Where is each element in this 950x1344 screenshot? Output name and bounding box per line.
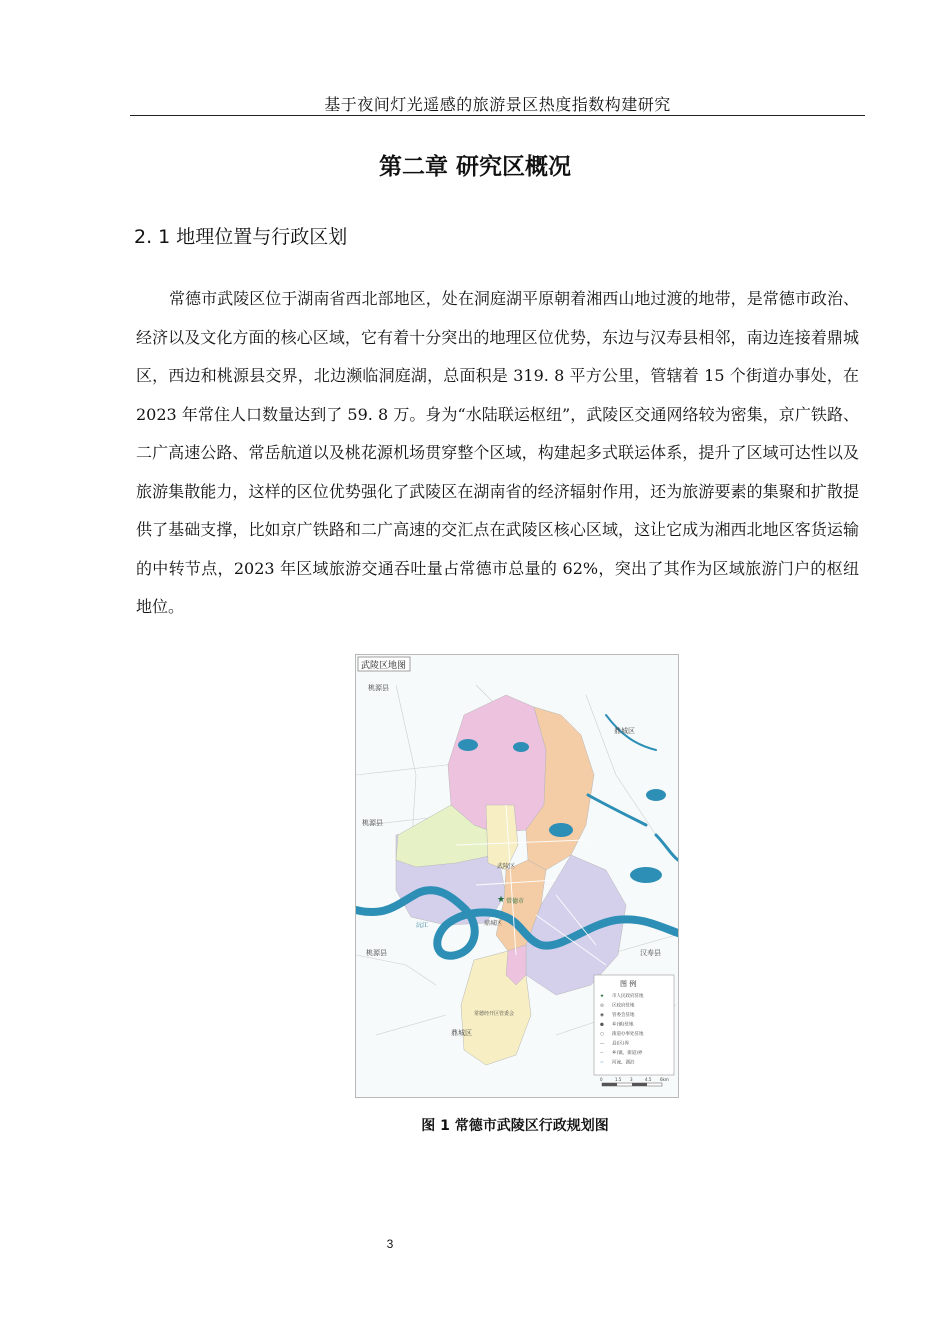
- label-taoyuan-top: 桃源县: [368, 684, 389, 692]
- district-map-figure: [355, 654, 679, 1098]
- legend-symbol-icon: ◉: [600, 1013, 604, 1018]
- legend-item-label: 市人民政府驻地: [612, 994, 644, 999]
- legend-symbol-icon: --: [600, 1051, 604, 1056]
- legend-symbol-icon: ◎: [600, 1003, 604, 1009]
- running-header: 基于夜间灯光遥感的旅游景区热度指数构建研究: [324, 95, 671, 114]
- legend-item-label: 县(区)界: [612, 1041, 630, 1047]
- map-title: 武陵区地图: [361, 661, 407, 671]
- scale-tick-label: 6km: [660, 1077, 669, 1082]
- body-paragraph: 常德市武陵区位于湖南省西北部地区，处在洞庭湖平原朝着湘西山地过渡的地带，是常德市政治、经济以及文化方面的核心区域，它有着十分突出的地理区位优势，东边与汉寿县相邻，南边连接着鼎城区，西边和桃源县交界，北边濒临洞庭湖，总面积是 319. 8 平方公里，管辖着 15 个街道办事处，在 2023 年常住人口数量达到了 59. 8 万。身为“水陆联运枢纽”，武陵区交通网络较为密集，京广铁路、二广高速公路、常岳航道以及桃花源机场贯穿整个区域，构建起多式联运体系，提升了区域可达性以及旅游集散能力，这样的区位优势强化了武陵区在湖南省的经济辐射作用，还为旅游要素的集聚和扩散提供了基础支撑，比如京广铁路和二广高速的交汇点在武陵区核心区域，这让它成为湘西北地区客货运输的中转节点，2023 年区域旅游交通吞吐量占常德市总量的 62%，突出了其作为区域旅游门户的枢纽地位。: [136, 289, 859, 616]
- label-taoyuan-mid: 桃源县: [362, 819, 383, 827]
- header-rule: [130, 115, 865, 116]
- label-wuling: 武陵区: [497, 863, 516, 870]
- scale-tick-label: 0: [600, 1077, 603, 1082]
- legend-symbol-icon: ~: [600, 1060, 604, 1066]
- label-dingcheng-bottom: 鼎城区: [451, 1029, 472, 1037]
- label-dingcheng-top: 鼎城区: [614, 727, 635, 735]
- district-map: [356, 655, 678, 1097]
- section-title: 2. 1 地理位置与行政区划: [134, 226, 348, 248]
- label-taoyuan-bottom: 桃源县: [366, 949, 387, 957]
- legend-item-label: 河流、湖泊: [612, 1060, 635, 1066]
- legend-symbol-icon: ★: [600, 994, 605, 999]
- label-dingcheng-center: 鼎城区: [484, 920, 503, 927]
- label-changde: 常德市: [506, 898, 525, 905]
- legend-item-label: 街道办事处驻地: [612, 1032, 644, 1037]
- city-star-icon: ★: [497, 895, 506, 905]
- legend-symbol-icon: ○: [600, 1032, 604, 1037]
- scale-tick-label: 3: [630, 1077, 633, 1082]
- legend-item-label: 管委会驻地: [612, 1013, 635, 1018]
- figure-caption: 图 1 常德市武陵区行政规划图: [421, 1118, 609, 1134]
- legend-item-label: 区政府驻地: [612, 1003, 635, 1009]
- page-number: 3: [386, 1237, 394, 1251]
- label-zone: 常德经开区管委会: [474, 1011, 515, 1017]
- legend-item-label: 乡(镇、街道)界: [612, 1051, 643, 1056]
- legend-symbol-icon: —: [600, 1041, 605, 1047]
- scale-tick-label: 1.5: [615, 1077, 622, 1082]
- chapter-title: 第二章 研究区概况: [378, 154, 571, 180]
- map-legend: [594, 975, 674, 1075]
- label-hanshou: 汉寿县: [640, 949, 661, 957]
- legend-title: 图 例: [620, 980, 637, 988]
- scale-tick-label: 4.5: [645, 1077, 652, 1082]
- legend-symbol-icon: ●: [600, 1022, 604, 1028]
- legend-item-label: 乡(镇)驻地: [612, 1022, 634, 1028]
- label-river: 沅江: [416, 922, 429, 929]
